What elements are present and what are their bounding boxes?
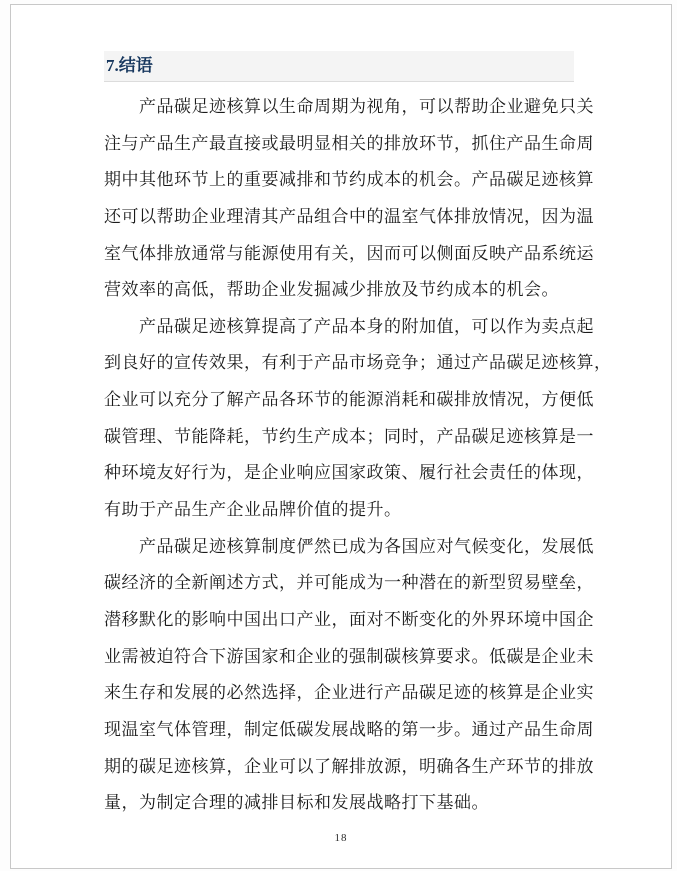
page-content	[104, 5, 612, 822]
text-line: 期的碳足迹核算，企业可以了解排放源，明确各生产环节的排放	[104, 756, 594, 776]
text-line: 种环境友好行为，是企业响应国家政策、履行社会责任的体现，	[104, 463, 594, 483]
text-line: 期中其他环节上的重要减排和节约成本的机会。产品碳足迹核算	[104, 170, 594, 190]
page-number: 18	[334, 832, 348, 844]
text-line: 产品碳足迹核算以生命周期为视角，可以帮助企业避免只关	[139, 97, 594, 116]
text-line: 企业可以充分了解产品各环节的能源消耗和碳排放情况，方便低	[104, 390, 594, 410]
paragraph	[104, 89, 594, 309]
text-line: 潜移默化的影响中国出口产业，面对不断变化的外界环境中国企	[104, 609, 594, 629]
paragraph	[104, 309, 612, 529]
section-heading: 7.结语	[104, 51, 574, 82]
document-page	[10, 4, 672, 869]
text-line: 产品碳足迹核算制度俨然已成为各国应对气候变化，发展低	[139, 536, 594, 556]
text-line: 还可以帮助企业理清其产品组合中的温室气体排放情况，因为温	[104, 206, 594, 226]
text-line: 注与产品生产最直接或最明显相关的排放环节，抓住产品生命周	[104, 133, 594, 153]
text-line: 业需被迫符合下游国家和企业的强制碳核算要求。低碳是企业未	[104, 646, 594, 666]
text-line: 产品碳足迹核算提高了产品本身的附加值，可以作为卖点起	[139, 316, 594, 336]
text-line: 来生存和发展的必然选择，企业进行产品碳足迹的核算是企业实	[104, 683, 594, 703]
text-line: 碳管理、节能降耗，节约生产成本；同时，产品碳足迹核算是一	[104, 426, 594, 446]
text-line: 量，为制定合理的减排目标和发展战略打下基础。	[104, 793, 489, 813]
text-line: 营效率的高低，帮助企业发掘减少排放及节约成本的机会。	[104, 280, 559, 300]
text-line: 到良好的宣传效果，有利于产品市场竞争；通过产品碳足迹核算，	[104, 353, 612, 373]
text-line: 室气体排放通常与能源使用有关，因而可以侧面反映产品系统运	[104, 243, 594, 263]
document-body	[104, 89, 612, 822]
paragraph	[104, 529, 594, 822]
text-line: 有助于产品生产企业品牌价值的提升。	[104, 500, 402, 520]
text-line: 碳经济的全新阐述方式，并可能成为一种潜在的新型贸易壁垒，	[104, 573, 594, 593]
text-line: 现温室气体管理，制定低碳发展战略的第一步。通过产品生命周	[104, 719, 594, 739]
